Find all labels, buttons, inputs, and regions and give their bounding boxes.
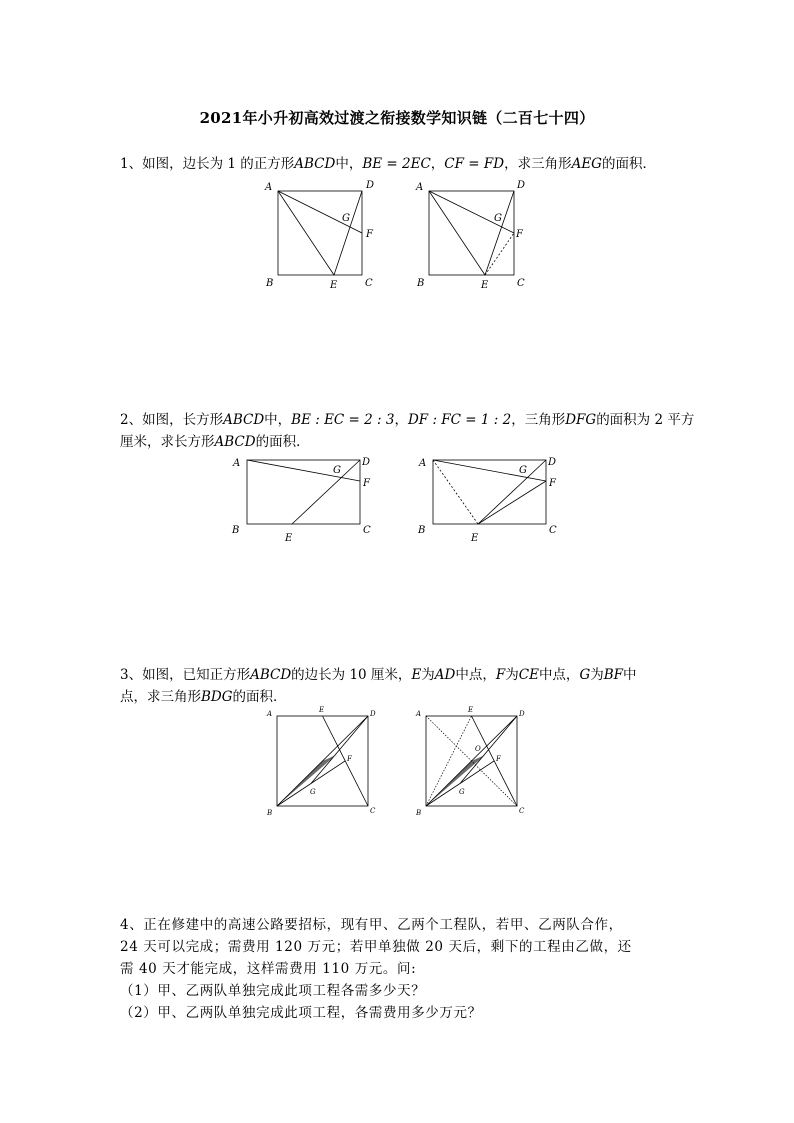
q2l-label-g: G <box>333 465 341 476</box>
q3l-label-b: B <box>267 809 273 817</box>
q2l-rectangle <box>247 460 360 524</box>
q2l-segment-af <box>247 460 360 481</box>
q1-figure-left <box>260 176 390 294</box>
q3-line2-b: 的面积． <box>232 689 287 705</box>
q3r-label-a: A <box>416 710 422 718</box>
q2-condition-2: DF : FC = 1 : 2 <box>407 412 512 428</box>
q1-square-name: ABCD <box>294 156 336 172</box>
q1r-segment-ef-dashed <box>485 233 514 275</box>
q3-text-m1: 的边长为 10 厘米， <box>291 667 412 683</box>
q1-text-post: 的面积． <box>601 156 656 172</box>
q3-line2-a: 点，求三角形 <box>120 689 201 705</box>
q2-text-mid2: ，三角形 <box>511 412 566 428</box>
q3r-label-b: B <box>416 809 422 817</box>
q3l-shaded-triangle-bdg <box>277 755 336 806</box>
q3r-label-e: E <box>468 706 474 714</box>
q3r-segment-ec <box>472 716 518 806</box>
q2l-segment-ed <box>292 460 360 524</box>
q1l-label-d: D <box>366 180 375 191</box>
q3-segment-ad: AD <box>434 667 456 683</box>
q1-sep: ， <box>430 156 445 172</box>
q3r-label-o: O <box>475 745 481 753</box>
q1l-label-g: G <box>342 213 350 224</box>
q3l-label-f: F <box>347 755 352 763</box>
q1l-label-f: F <box>366 229 373 240</box>
q1-triangle-name: AEG <box>571 156 602 172</box>
q3r-segment-gd <box>460 716 517 784</box>
q3r-label-f: F <box>496 755 501 763</box>
q3-point-e: E <box>411 667 422 683</box>
q1l-label-b: B <box>266 278 274 289</box>
q3-text-pre: 如图，已知正方形 <box>142 667 251 683</box>
q3-segment-bf: BF <box>603 667 624 683</box>
q3-text-m7: 中 <box>623 667 637 683</box>
q1l-segment-af <box>278 191 362 233</box>
q1-text-mid1: 中， <box>335 156 363 172</box>
page-title: 2021年小升初高效过渡之衔接数学知识链（二百七十四） <box>199 109 595 127</box>
q2l-label-a: A <box>233 458 241 469</box>
q2r-label-f: F <box>549 478 556 489</box>
q1r-segment-af <box>429 191 514 233</box>
q4-line-2: 24 天可以完成；需费用 120 万元；若甲单独做 20 天后，剩下的工程由乙做，还 <box>120 939 632 955</box>
q3r-label-d: D <box>519 710 525 718</box>
q2-rect-name: ABCD <box>223 412 265 428</box>
q2l-label-b: B <box>232 525 240 536</box>
q3l-segment-bd <box>277 716 368 806</box>
q3l-label-g: G <box>310 788 316 796</box>
q2-rect-name-2: ABCD <box>214 434 256 450</box>
q2l-label-d: D <box>362 457 371 468</box>
q2-line2-b: 的面积． <box>255 434 310 450</box>
q1l-label-c: C <box>365 278 373 289</box>
q2l-label-e: E <box>285 533 293 544</box>
q2-sep: ， <box>394 412 408 428</box>
q2r-label-c: C <box>549 525 557 536</box>
q3-point-g: G <box>579 667 591 683</box>
q2r-label-b: B <box>418 525 426 536</box>
q2-text-pre: 如图，长方形 <box>142 412 224 428</box>
q2l-label-c: C <box>363 525 371 536</box>
q1r-label-g: G <box>494 213 502 224</box>
q3r-label-c: C <box>519 807 525 815</box>
q3-text-m5: 中点， <box>538 667 580 683</box>
q3l-label-e: E <box>319 706 325 714</box>
q1r-label-a: A <box>416 182 424 193</box>
q2-triangle-name: DFG <box>565 412 597 428</box>
q4-subquestion-2: （2）甲、乙两队单独完成此项工程，各需费用多少万元？ <box>120 1005 482 1021</box>
q2-text-post: 的面积为 2 平方 <box>596 412 695 428</box>
q1r-segment-ae <box>429 191 485 275</box>
q3r-shaded-triangle-bdg <box>426 755 485 806</box>
q3-triangle-name: BDG <box>201 689 233 705</box>
q3-figure-left <box>262 704 384 822</box>
q3-text-m4: 为 <box>505 667 519 683</box>
q1r-square <box>429 191 514 275</box>
q3l-label-a: A <box>267 710 273 718</box>
q2l-label-f: F <box>363 478 370 489</box>
q1-text-pre: 如图，边长为 1 的正方形 <box>142 156 295 172</box>
q1l-label-a: A <box>265 182 273 193</box>
q3l-label-c: C <box>370 807 376 815</box>
q1r-label-f: F <box>516 229 523 240</box>
q1l-segment-ae <box>278 191 334 275</box>
q1l-segment-ed <box>334 191 362 275</box>
q3-square-name: ABCD <box>250 667 292 683</box>
q3r-segment-be-dotted <box>426 716 472 806</box>
q3-number: 3、 <box>120 667 143 683</box>
q4-subquestion-1: （1）甲、乙两队单独完成此项工程各需多少天？ <box>120 983 426 999</box>
q3-point-f: F <box>495 667 506 683</box>
q2r-segment-ef <box>478 481 546 524</box>
q2r-segment-ed <box>478 460 546 524</box>
q1r-label-c: C <box>517 278 525 289</box>
q3l-segment-gd <box>311 716 368 784</box>
question-4 <box>120 914 678 1024</box>
q1l-label-e: E <box>330 280 338 291</box>
q2r-label-d: D <box>548 457 557 468</box>
q2-line2-a: 厘米，求长方形 <box>120 434 215 450</box>
question-3 <box>120 664 678 708</box>
q4-line-3: 需 40 天才能完成，这样需费用 110 万元。问: <box>120 961 417 977</box>
q2r-label-a: A <box>419 458 427 469</box>
q3l-segment-ec <box>323 716 369 806</box>
q1-condition-2: CF = FD <box>444 156 505 172</box>
q3-text-m6: 为 <box>590 667 604 683</box>
q2r-segment-af <box>433 460 546 481</box>
q1-figure-right <box>410 176 540 294</box>
question-2 <box>120 409 695 453</box>
q1-text-mid2: ，求三角形 <box>504 156 572 172</box>
q3-text-m3: 中点， <box>455 667 496 683</box>
q1-number: 1、 <box>120 156 143 172</box>
q1r-label-d: D <box>517 180 526 191</box>
q2r-label-e: E <box>471 533 479 544</box>
q2-figure-left <box>228 450 378 545</box>
q1r-label-b: B <box>417 278 425 289</box>
q3-segment-ce: CE <box>518 667 539 683</box>
q4-line-1: 4、正在修建中的高速公路要招标，现有甲、乙两个工程队，若甲、乙两队合作， <box>120 917 623 933</box>
q1r-segment-ed <box>485 191 514 275</box>
q2-figure-right <box>414 450 569 545</box>
q1r-label-e: E <box>481 280 489 291</box>
q2-condition-1: BE : EC = 2 : 3 <box>291 412 395 428</box>
q3r-label-g: G <box>459 788 465 796</box>
q3-figure-right <box>410 704 535 822</box>
question-1 <box>120 153 678 175</box>
q2-number: 2、 <box>120 412 143 428</box>
q2r-label-g: G <box>519 465 527 476</box>
q2-text-mid1: 中， <box>264 412 292 428</box>
q1l-square <box>278 191 362 275</box>
q3l-label-d: D <box>370 710 376 718</box>
q2r-segment-ae-dashed <box>433 460 478 524</box>
q3-text-m2: 为 <box>421 667 435 683</box>
q1-condition-1: BE = 2EC <box>362 156 431 172</box>
